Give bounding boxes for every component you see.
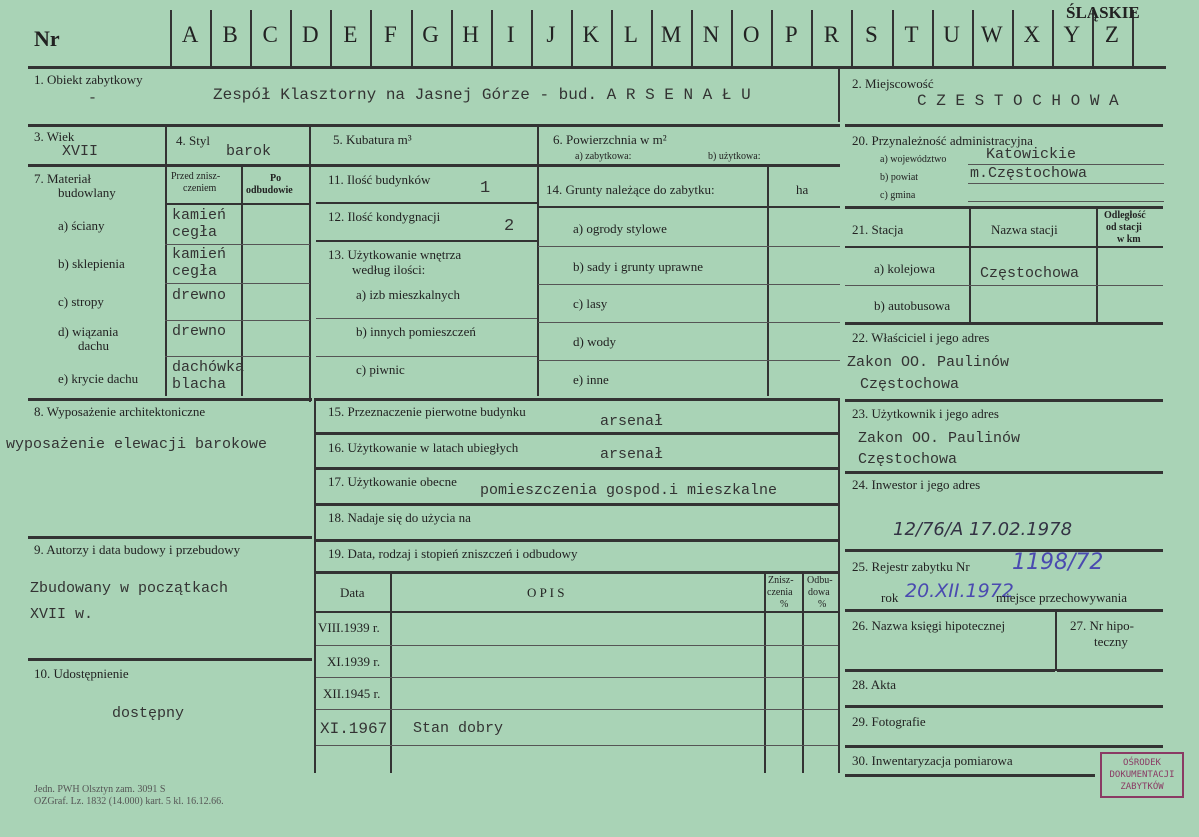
f14-header-rule	[538, 206, 840, 208]
f30-label: 30. Inwentaryzacja pomiarowa	[852, 753, 1013, 768]
f7-col-before1: Przed znisz-	[171, 171, 221, 182]
f7-row-rule	[165, 283, 310, 284]
f8-value: wyposażenie elewacji barokowe	[6, 436, 268, 453]
f4-value: barok	[226, 143, 272, 160]
f11-label: 11. Ilość budynków	[328, 172, 431, 187]
header-nr: Nr	[34, 26, 60, 51]
f27-label1: 27. Nr hipo-	[1070, 618, 1134, 633]
f20-b-line	[968, 183, 1164, 184]
f3-divider	[165, 124, 167, 164]
f7-row-e-v1: dachówka	[172, 359, 245, 376]
f23-value2: Częstochowa	[858, 451, 958, 468]
f14-e: e) inne	[573, 372, 609, 387]
f1-divider	[838, 66, 840, 122]
f27-label2: teczny	[1094, 634, 1128, 649]
f7-col-after2: odbudowie	[246, 185, 293, 196]
f16-value: arsenał	[600, 446, 664, 463]
index-letter: X	[1023, 22, 1041, 47]
f9-label: 9. Autorzy i data budowy i przebudowy	[34, 542, 241, 557]
f17-value: pomieszczenia gospod.i mieszkalne	[480, 482, 778, 499]
f13-b: b) innych pomieszczeń	[356, 324, 476, 339]
index-letter: Y	[1063, 22, 1081, 47]
f22-label: 22. Właściciel i jego adres	[852, 330, 990, 345]
row1-rule	[28, 124, 840, 127]
f25-nr: 1198/72	[1012, 550, 1104, 575]
f16-rule	[316, 467, 840, 470]
f2-rule	[845, 124, 1163, 127]
f13-row-rule	[316, 356, 538, 357]
mid-rule	[316, 398, 840, 401]
f20-b-value: m.Częstochowa	[970, 165, 1088, 182]
archive-stamp	[1100, 752, 1184, 798]
f26-divider	[1055, 609, 1057, 671]
f7-row-a-label: a) ściany	[58, 218, 105, 233]
f7-row-rule	[165, 356, 310, 357]
index-letter: L	[623, 22, 638, 47]
index-letter: P	[784, 22, 798, 47]
f7-bottom-rule	[28, 398, 312, 401]
f21-col-dist3: w km	[1117, 234, 1141, 245]
f21-header-rule	[845, 246, 1163, 248]
f19-row3-date: XII.1945 r.	[323, 686, 381, 701]
f14-row-rule	[538, 322, 840, 323]
f7-row-c-v1: drewno	[172, 287, 227, 304]
f21-label: 21. Stacja	[852, 222, 904, 237]
f3-label: 3. Wiek	[34, 129, 75, 144]
f7-col-before2: czeniem	[183, 183, 217, 194]
f6-label: 6. Powierzchnia w m²	[553, 132, 667, 147]
f7-row-b-label: b) sklepienia	[58, 256, 125, 271]
f25-rok: rok	[881, 590, 899, 605]
f26-rule	[845, 669, 1055, 672]
f24-rule	[845, 549, 1163, 552]
f19-col-o-pct: %	[818, 599, 827, 610]
f17-rule	[316, 503, 840, 506]
stamp-line1: OŚRODEK	[1123, 758, 1161, 768]
f14-b: b) sady i grunty uprawne	[573, 259, 703, 274]
f28-label: 28. Akta	[852, 677, 897, 692]
f1-label: 1. Obiekt zabytkowy	[34, 72, 143, 87]
f20-a-line	[968, 164, 1164, 165]
f7-col-after1: Po	[270, 173, 282, 184]
f21-col-name: Nazwa stacji	[991, 222, 1058, 237]
f11-rule	[316, 202, 538, 204]
f19-row2-date: XI.1939 r.	[327, 654, 381, 669]
index-letter: T	[904, 22, 919, 47]
f14-c: c) lasy	[573, 296, 608, 311]
f7-row-c-label: c) stropy	[58, 294, 104, 309]
index-letter: N	[702, 22, 720, 47]
f7-row-b-v1: kamień	[172, 246, 227, 263]
f21-row-rule	[845, 285, 1163, 286]
f19-col-z-pct: %	[780, 599, 789, 610]
f19-col-o1: Odbu-	[807, 575, 833, 586]
f19-col-o2: dowa	[808, 587, 830, 598]
f29-label: 29. Fotografie	[852, 714, 926, 729]
f7-header-rule	[165, 203, 310, 205]
f21-a-value: Częstochowa	[980, 265, 1080, 282]
f20-label: 20. Przynależność administracyjna	[852, 133, 1033, 148]
f11-value: 1	[480, 179, 491, 198]
f21-col-dist2: od stacji	[1106, 222, 1142, 233]
f21-col1-divider	[969, 206, 971, 324]
f13-c: c) piwnic	[356, 362, 405, 377]
stamp-line3: ZABYTKÓW	[1120, 782, 1164, 792]
f20-b: b) powiat	[880, 172, 919, 183]
f23-label: 23. Użytkownik i jego adres	[852, 406, 999, 421]
f14-label: 14. Grunty należące do zabytku:	[546, 182, 715, 197]
f22-value1: Zakon OO. Paulinów	[847, 354, 1010, 371]
f16-label: 16. Użytkowanie w latach ubiegłych	[328, 440, 519, 455]
header-rule	[28, 66, 1166, 69]
mid-left-divider	[314, 398, 316, 773]
f19-header-rule	[316, 611, 840, 613]
f19-col-z2: czenia	[767, 587, 793, 598]
f9-rule	[28, 658, 312, 661]
f21-col2-divider	[1096, 206, 1098, 324]
index-letter: M	[660, 22, 682, 47]
f7-row-rule	[165, 320, 310, 321]
f18-label: 18. Nadaje się do użycia na	[328, 510, 471, 525]
f9-value1: Zbudowany w początkach	[30, 580, 229, 597]
f3-value: XVII	[62, 143, 99, 160]
index-letter: I	[506, 22, 515, 47]
f13-label1: 13. Użytkowanie wnętrza	[328, 247, 462, 262]
f7-col1-divider	[165, 164, 167, 396]
f19-opis-divider	[764, 571, 766, 773]
index-letter: A	[181, 22, 199, 47]
index-letter: H	[462, 22, 479, 47]
f14-row-rule	[538, 246, 840, 247]
f19-row-rule	[316, 709, 840, 710]
f7-label1: 7. Materiał	[34, 171, 92, 186]
index-letter: E	[343, 22, 358, 47]
f30-rule	[845, 774, 1095, 777]
f20-a-value: Katowickie	[986, 146, 1077, 163]
f20-c: c) gmina	[880, 190, 916, 201]
f19-col-z1: Znisz-	[768, 575, 794, 586]
index-letter: J	[546, 22, 556, 47]
f15-value: arsenał	[600, 413, 664, 430]
f1-value: Zespół Klasztorny na Jasnej Górze - bud. A R S E N A Ł U	[213, 86, 751, 104]
f19-col-date: Data	[340, 585, 365, 600]
f7-row-d-label1: d) wiązania	[58, 324, 119, 339]
f4-label: 4. Styl	[176, 133, 210, 148]
f28-rule	[845, 705, 1163, 708]
f7-label2: budowlany	[58, 185, 116, 200]
f7-row-d-label2: dachu	[78, 338, 110, 353]
f19-row4-opis: Stan dobry	[413, 720, 504, 737]
index-letter: U	[943, 22, 960, 47]
f22-value2: Częstochowa	[860, 376, 960, 393]
f19-top-rule	[316, 571, 840, 574]
f19-row-rule	[316, 745, 840, 746]
f29-rule	[845, 745, 1163, 748]
f12-value: 2	[504, 217, 515, 236]
f14-d: d) wody	[573, 334, 616, 349]
f21-rule	[845, 322, 1163, 325]
footer-line2: OZGraf. Lz. 1832 (14.000) kart. 5 kl. 16.12.66.	[34, 796, 224, 807]
f24-label: 24. Inwestor i jego adres	[852, 477, 981, 492]
f18-rule	[316, 539, 840, 542]
f14-divider	[537, 164, 539, 396]
f12-rule	[316, 240, 538, 242]
f14-unit: ha	[796, 182, 809, 197]
index-letter: W	[980, 22, 1003, 47]
index-letter: K	[582, 22, 600, 47]
index-letter: F	[384, 22, 397, 47]
f26-label: 26. Nazwa księgi hipotecznej	[852, 618, 1006, 633]
f14-row-rule	[538, 284, 840, 285]
f19-z-divider	[802, 571, 804, 773]
f5-divider	[537, 124, 539, 164]
index-letter: S	[865, 22, 878, 47]
f19-row4-date: XI.1967	[320, 720, 388, 738]
f13-a: a) izb mieszkalnych	[356, 287, 460, 302]
f17-label: 17. Użytkowanie obecne	[328, 474, 457, 489]
f25-rule	[845, 609, 1163, 612]
f1-dash: -	[88, 90, 98, 107]
f15-rule	[316, 432, 840, 435]
f20-a: a) województwo	[880, 154, 947, 165]
f12-label: 12. Ilość kondygnacji	[328, 209, 441, 224]
f22-rule	[845, 399, 1163, 402]
f19-date-divider	[390, 571, 392, 773]
f8-label: 8. Wyposażenie architektoniczne	[34, 404, 206, 419]
f23-value1: Zakon OO. Paulinów	[858, 430, 1021, 447]
footer-line1: Jedn. PWH Olsztyn zam. 3091 S	[34, 784, 166, 795]
index-letter: D	[301, 22, 319, 47]
f19-row1-date: VIII.1939 r.	[318, 620, 380, 635]
index-letter: C	[262, 22, 278, 47]
f25-rok-value: 20.XII.1972	[905, 580, 1014, 602]
region-label: ŚLĄSKIE	[1066, 3, 1140, 22]
f27-rule	[1057, 669, 1163, 672]
f19-row-rule	[316, 677, 840, 678]
stamp-line2: DOKUMENTACJI	[1109, 770, 1175, 780]
f2-value: C Z E S T O C H O W A	[917, 92, 1119, 110]
f25-label1: 25. Rejestr zabytku Nr	[852, 559, 970, 574]
f24-handwritten: 12/76/A 17.02.1978	[893, 519, 1073, 540]
f23-rule	[845, 471, 1163, 474]
index-letter: B	[222, 22, 238, 47]
f13-row-rule	[316, 318, 538, 319]
f5-label: 5. Kubatura m³	[333, 132, 412, 147]
f7-row-a-v2: cegła	[172, 224, 218, 241]
f19-label: 19. Data, rodzaj i stopień zniszczeń i odbudowy	[328, 546, 578, 561]
f7-row-rule	[165, 244, 310, 245]
row3-rule	[28, 164, 840, 167]
f19-row-rule	[316, 645, 840, 646]
f7-row-e-label: e) krycie dachu	[58, 371, 139, 386]
f7-row-d-v1: drewno	[172, 323, 227, 340]
f6-a: a) zabytkowa:	[575, 151, 632, 162]
f19-col-opis: O P I S	[527, 585, 565, 600]
index-letter: O	[742, 22, 760, 47]
f21-col-dist1: Odległość	[1104, 210, 1146, 221]
mid-right-divider	[838, 398, 840, 773]
f14-a: a) ogrody stylowe	[573, 221, 667, 236]
index-letter: R	[823, 22, 840, 47]
f14-row-rule	[538, 360, 840, 361]
f21-b: b) autobusowa	[874, 298, 951, 313]
f20-rule	[845, 206, 1163, 209]
f21-a: a) kolejowa	[874, 261, 936, 276]
f9-value2: XVII w.	[30, 606, 94, 623]
index-letter: G	[422, 22, 439, 47]
f8-rule	[28, 536, 312, 539]
f7-row-a-v1: kamień	[172, 207, 227, 224]
f13-label2: według ilości:	[352, 262, 426, 277]
f7-row-e-v2: blacha	[172, 376, 227, 393]
f15-label: 15. Przeznaczenie pierwotne budynku	[328, 404, 526, 419]
f14-ha-divider	[767, 164, 769, 396]
f10-value: dostępny	[112, 705, 185, 722]
index-letter: Z	[1104, 22, 1119, 47]
f7-row-b-v2: cegła	[172, 263, 218, 280]
f6-b: b) użytkowa:	[708, 151, 761, 162]
f25-label2: miejsce przechowywania	[996, 590, 1128, 605]
f2-label: 2. Miejscowość	[852, 76, 934, 91]
f20-c-line	[968, 201, 1164, 202]
f10-label: 10. Udostępnienie	[34, 666, 129, 681]
